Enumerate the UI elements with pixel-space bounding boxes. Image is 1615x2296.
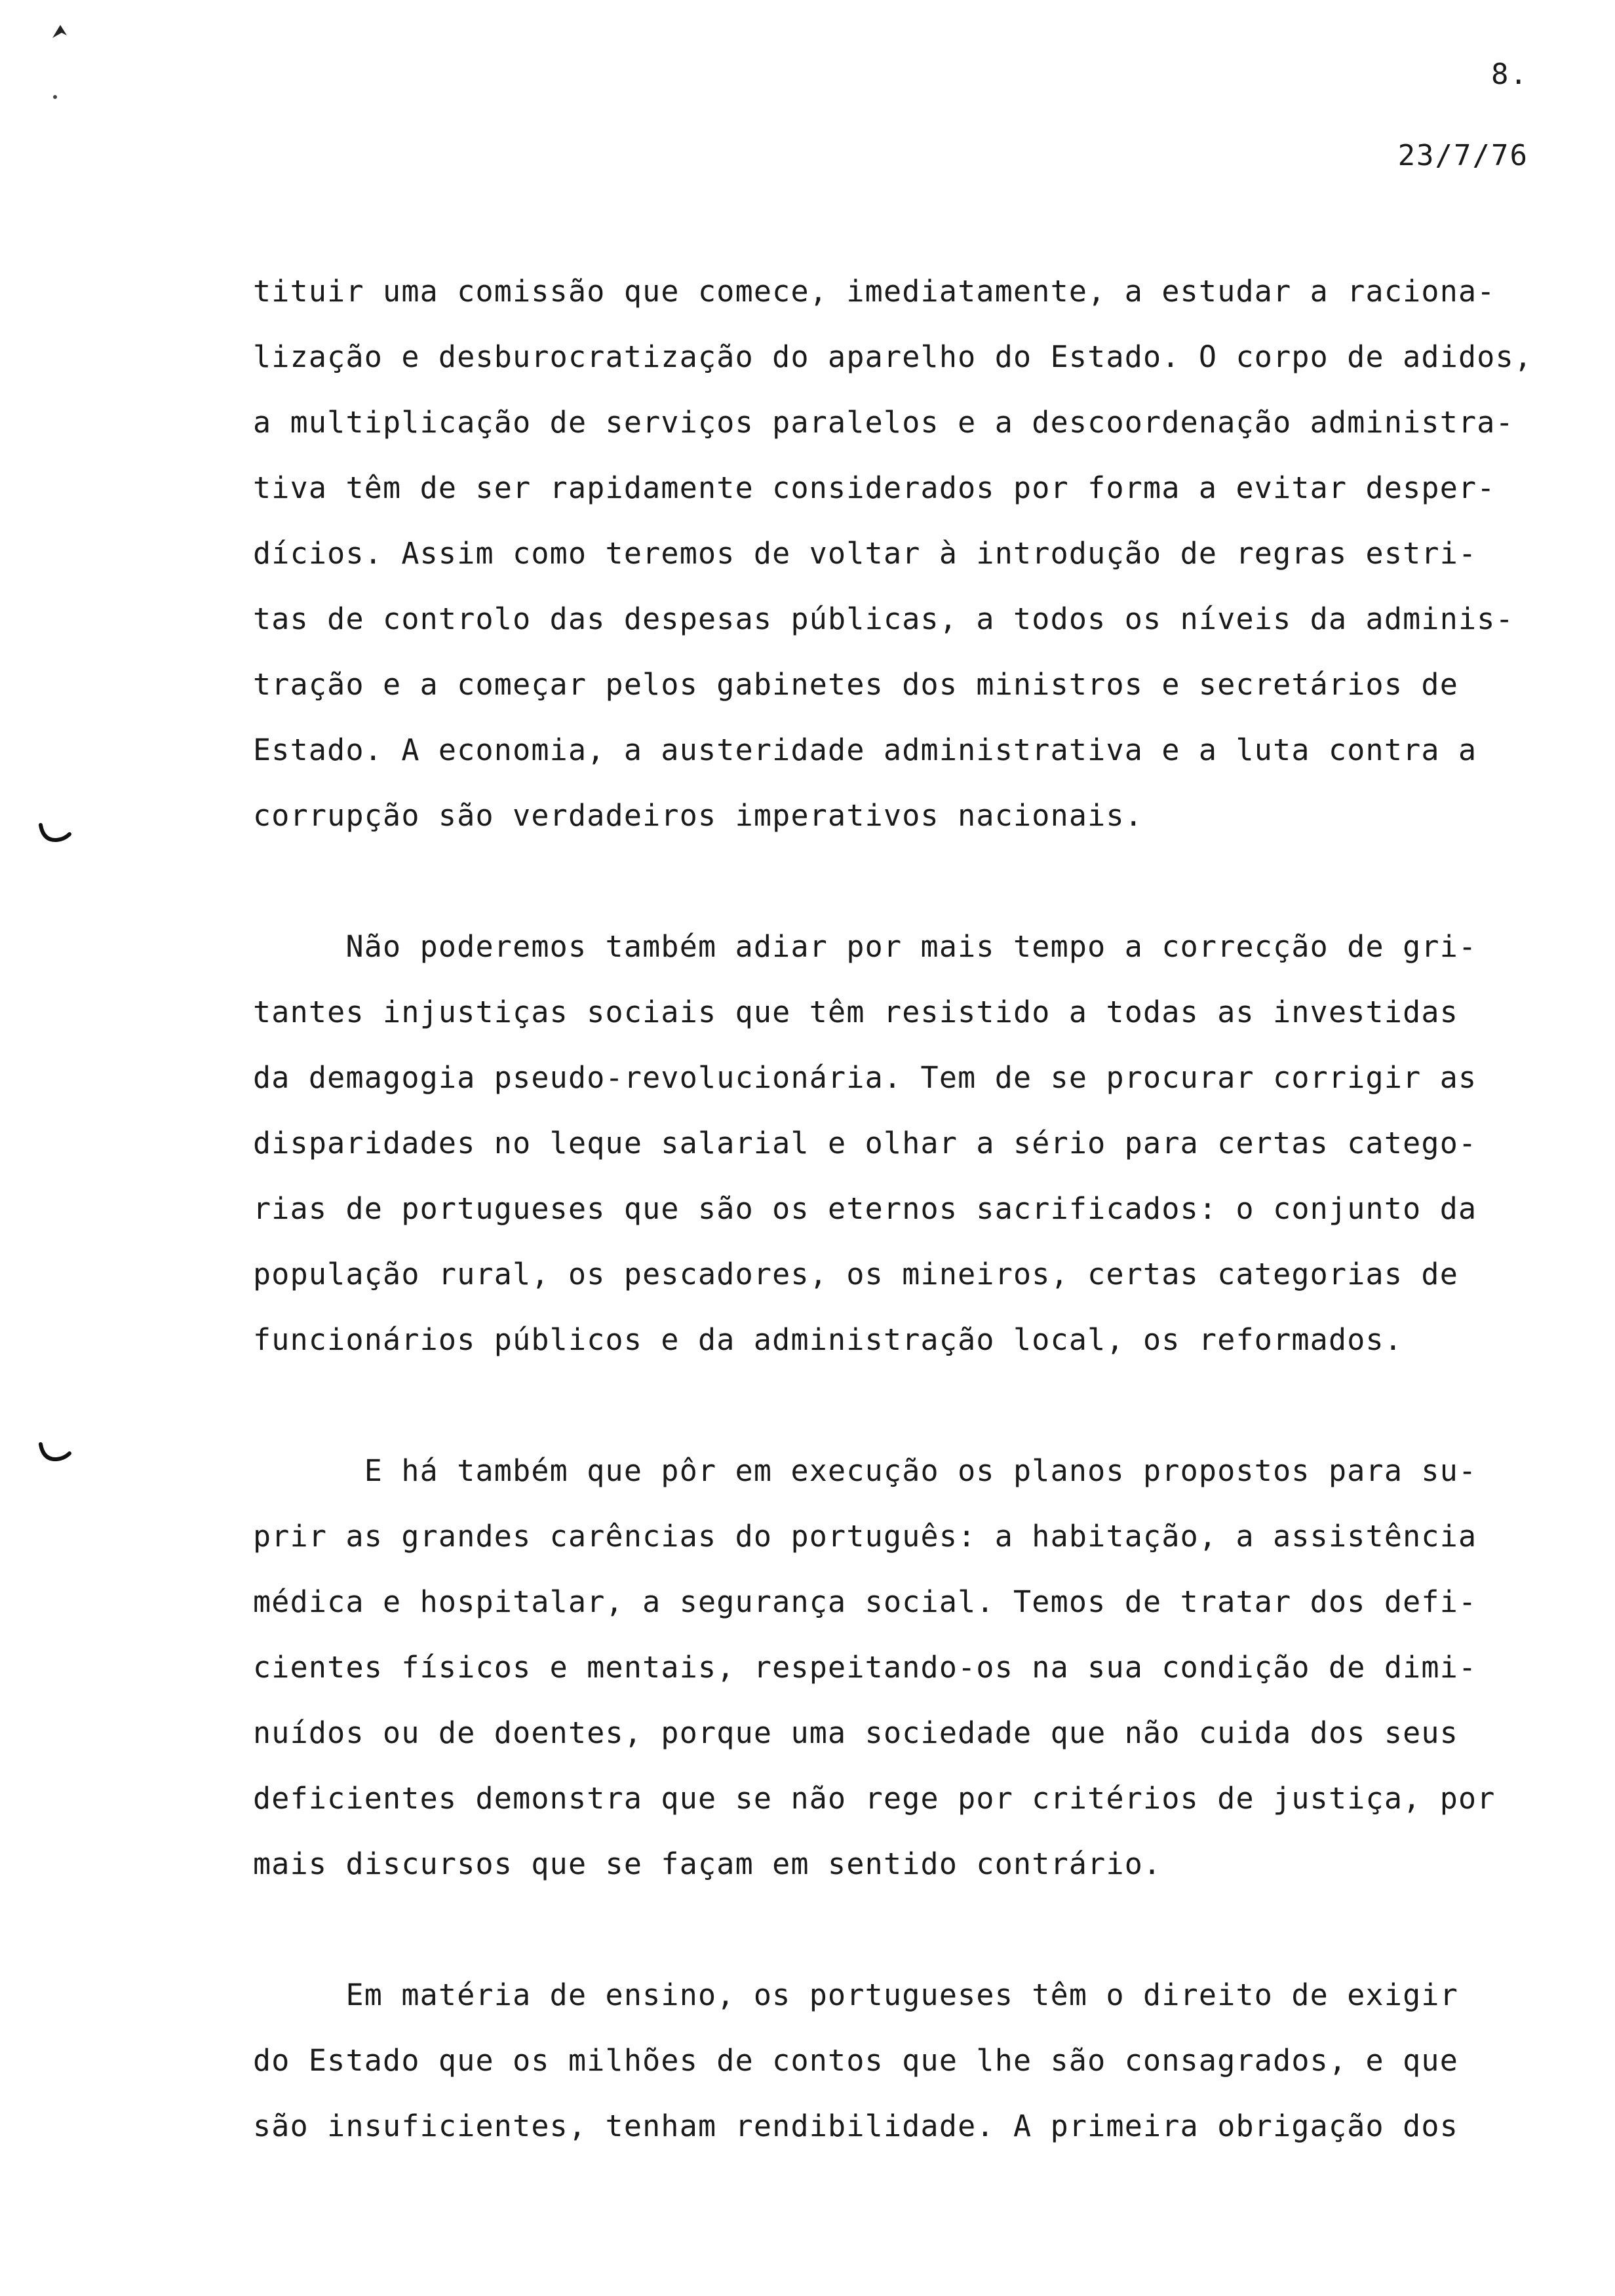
- page-date: 23/7/76: [1397, 139, 1528, 172]
- text-line: são insuficientes, tenham rendibilidade. A primeira obrigação dos: [253, 2109, 1458, 2143]
- page-number: 8.: [1491, 58, 1528, 91]
- text-line: população rural, os pescadores, os mineiros, certas categorias de: [253, 1257, 1458, 1292]
- text-line: a multiplicação de serviços paralelos e a descoordenação administra-: [253, 405, 1514, 440]
- text-line: tantes injustiças sociais que têm resistido a todas as investidas: [253, 995, 1458, 1029]
- text-line: Não poderemos também adiar por mais tempo a correcção de gri-: [253, 929, 1477, 964]
- text-line: tração e a começar pelos gabinetes dos ministros e secretários de: [253, 667, 1458, 702]
- text-line: corrupção são verdadeiros imperativos nacionais.: [253, 798, 1144, 833]
- text-line: Estado. A economia, a austeridade administrativa e a luta contra a: [253, 733, 1477, 767]
- text-line: dícios. Assim como teremos de voltar à introdução de regras estri-: [253, 536, 1477, 571]
- text-line: E há também que pôr em execução os planos propostos para su-: [253, 1453, 1477, 1488]
- margin-tick-mark: [37, 1442, 72, 1464]
- text-line: prir as grandes carências do português: a habitação, a assistência: [253, 1519, 1477, 1554]
- text-line: tituir uma comissão que comece, imediatamente, a estudar a raciona-: [253, 274, 1496, 309]
- text-line: disparidades no leque salarial e olhar a sério para certas catego-: [253, 1126, 1477, 1160]
- text-line: do Estado que os milhões de contos que lhe são consagrados, e que: [253, 2043, 1458, 2078]
- text-line: tas de controlo das despesas públicas, a todos os níveis da adminis-: [253, 602, 1514, 636]
- text-line: Em matéria de ensino, os portugueses têm o direito de exigir: [253, 1978, 1458, 2012]
- text-line: mais discursos que se façam em sentido contrário.: [253, 1846, 1162, 1881]
- text-line: deficientes demonstra que se não rege por critérios de justiça, por: [253, 1781, 1496, 1816]
- text-line: funcionários públicos e da administração local, os reformados.: [253, 1322, 1403, 1357]
- text-line: rias de portugueses que são os eternos sacrificados: o conjunto da: [253, 1191, 1477, 1226]
- text-line: médica e hospitalar, a segurança social. Temos de tratar dos defi-: [253, 1584, 1477, 1619]
- text-line: nuídos ou de doentes, porque uma sociedade que não cuida dos seus: [253, 1715, 1458, 1750]
- text-line: lização e desburocratização do aparelho do Estado. O corpo de adidos,: [253, 339, 1533, 374]
- text-line: da demagogia pseudo-revolucionária. Tem de se procurar corrigir as: [253, 1060, 1477, 1095]
- text-line: tiva têm de ser rapidamente considerados por forma a evitar desper-: [253, 470, 1496, 505]
- text-line: cientes físicos e mentais, respeitando-os na sua condição de dimi-: [253, 1650, 1477, 1685]
- margin-tick-mark: [37, 822, 72, 845]
- corner-speck-mark: [47, 20, 80, 105]
